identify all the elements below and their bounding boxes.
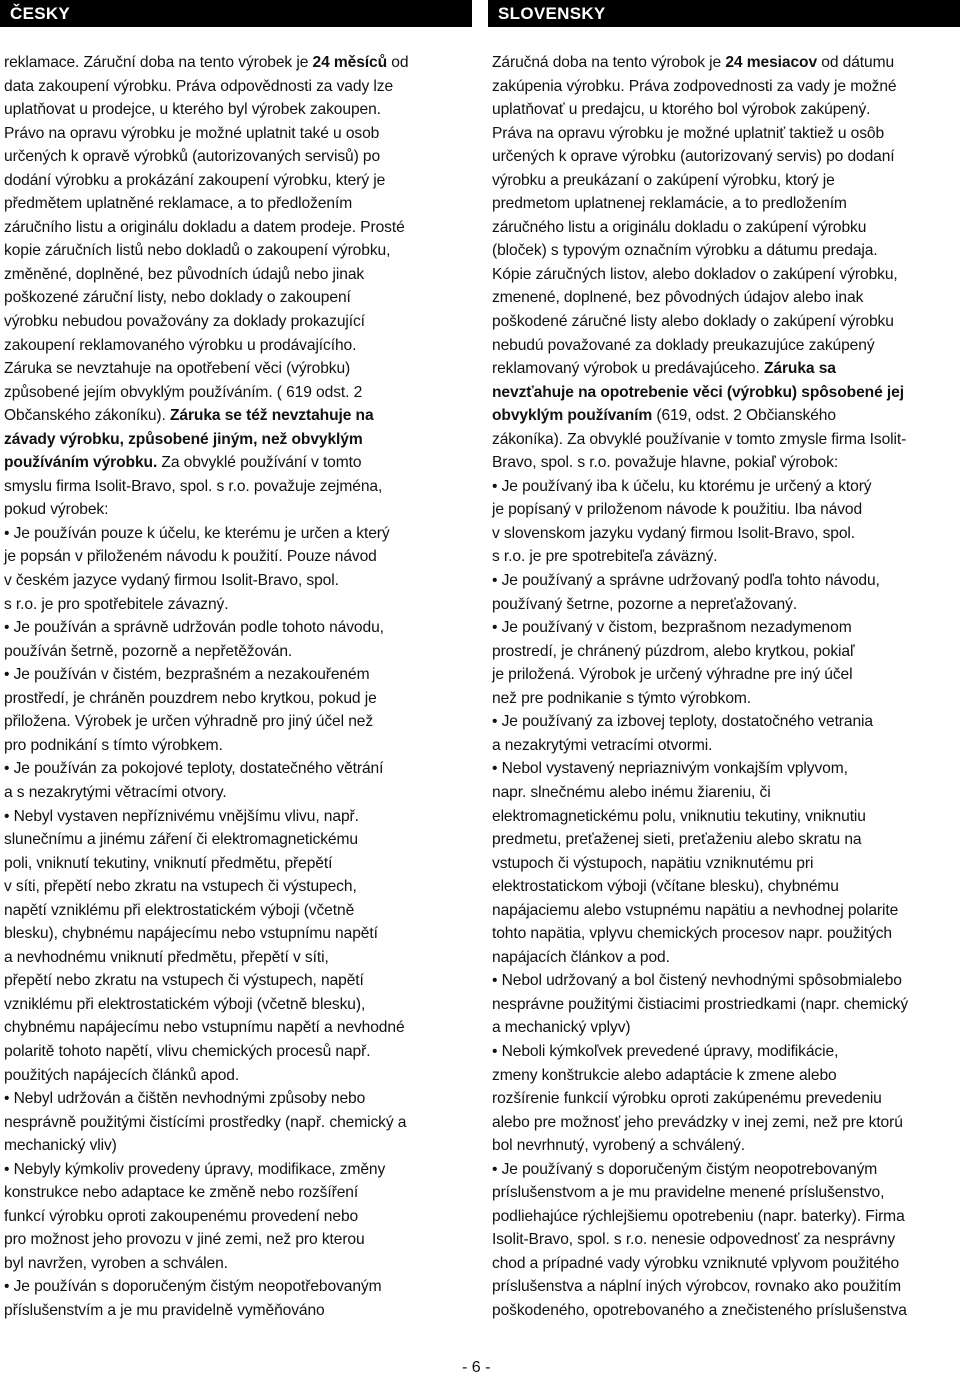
text-line: [492, 1087, 956, 1111]
text-segment: • Nebyly kýmkoliv provedeny úpravy, modifikace, změny: [4, 1160, 386, 1178]
text-segment: bol nevrhnutý, vyrobený a schválený.: [492, 1137, 745, 1155]
text-segment: • Je používaný v čistom, bezprašnom nezadymenom: [492, 619, 852, 637]
text-line: [492, 569, 956, 593]
text-segment: použitých napájecích článků apod.: [4, 1066, 240, 1084]
text-line: [492, 663, 956, 687]
text-line: [4, 310, 468, 334]
bold-text-segment: Záruka se též nevztahuje na: [169, 407, 374, 425]
text-line: [4, 169, 468, 193]
text-segment: pro podnikání s tímto výrobkem.: [4, 736, 223, 754]
text-segment: nebudú považované za doklady preukazujúce zakúpený: [492, 336, 875, 354]
text-line: [4, 993, 468, 1017]
text-line: [4, 216, 468, 240]
text-segment: príslušenstva a náplní iných výrobcov, rovnako ako použitím: [492, 1278, 901, 1296]
text-line: [492, 239, 956, 263]
text-line: [4, 640, 468, 664]
text-line: [4, 1299, 468, 1323]
text-line: [492, 1040, 956, 1064]
text-line: [492, 145, 956, 169]
text-line: [4, 616, 468, 640]
text-segment: dodání výrobku a prokázání zakoupení výrobku, který je: [4, 171, 386, 189]
text-line: [4, 828, 468, 852]
text-segment: chybnému napájecímu nebo vstupnímu napětí a nevhodné: [4, 1019, 405, 1037]
text-line: [492, 404, 956, 428]
text-line: [492, 1111, 956, 1135]
text-segment: predmetom uplatnenej reklamácie, a to predložením: [492, 195, 847, 213]
text-segment: výrobku a preukázaní o zakúpení výrobku, ktorý je: [492, 171, 835, 189]
text-segment: slunečnímu a jinému záření či elektromagnetickému: [4, 831, 358, 849]
text-segment: • Je používaný za izbovej teploty, dostatočného vetrania: [492, 713, 873, 731]
text-line: [492, 498, 956, 522]
text-line: [492, 216, 956, 240]
text-segment: Práva na opravu výrobku je možné uplatniť taktiež u osôb: [492, 124, 885, 142]
text-line: [492, 381, 956, 405]
text-segment: blesku), chybnému napájecímu nebo vstupnímu napětí: [4, 925, 378, 943]
text-segment: poškozené záruční listy, nebo doklady o zakoupení: [4, 289, 351, 307]
text-line: [4, 1275, 468, 1299]
text-line: [4, 710, 468, 734]
text-segment: (619, odst. 2 Občianského: [652, 407, 836, 425]
text-segment: • Nebol vystavený nepriaznivým vonkajším vplyvom,: [492, 760, 848, 778]
text-line: [4, 875, 468, 899]
text-line: [492, 593, 956, 617]
text-segment: pokud výrobek:: [4, 501, 109, 519]
bold-text-segment: Záruka sa: [763, 360, 836, 378]
text-segment: kopie záručních listů nebo dokladů o zakoupení výrobku,: [4, 242, 391, 260]
text-line: [4, 757, 468, 781]
bold-text-segment: používáním výrobku.: [4, 454, 158, 472]
text-line: [4, 1158, 468, 1182]
text-line: [4, 286, 468, 310]
text-line: [492, 1228, 956, 1252]
text-segment: • Je používán a správně udržován podle tohoto návodu,: [4, 619, 384, 637]
text-segment: napájaciemu alebo vstupnému napätiu a nevhodnej polarite: [492, 901, 899, 919]
text-segment: v českém jazyce vydaný firmou Isolit-Bravo, spol.: [4, 572, 339, 590]
text-segment: funkcí výrobku oproti zakoupenému provedení nebo: [4, 1207, 359, 1225]
text-line: [492, 310, 956, 334]
text-line: [492, 98, 956, 122]
text-segment: • Je používán za pokojové teploty, dostatečného větrání: [4, 760, 384, 778]
text-line: [4, 1134, 468, 1158]
text-line: [4, 522, 468, 546]
text-segment: • Nebol udržovaný a bol čistený nevhodnými spôsobmialebo: [492, 972, 902, 990]
text-segment: záručního listu a originálu dokladu a datem prodeje. Prosté: [4, 218, 405, 236]
text-segment: je priložená. Výrobok je určený výhradne pre iný účel: [492, 666, 853, 684]
text-segment: • Je používaný iba k účelu, ku ktorému je určený a ktorý: [492, 477, 872, 495]
text-line: [4, 969, 468, 993]
text-segment: • Neboli kýmkoľvek prevedené úpravy, modifikácie,: [492, 1042, 839, 1060]
text-segment: používán šetrně, pozorně a nepřetěžován.: [4, 642, 293, 660]
text-segment: nesprávně použitými čistícími prostředky (např. chemický a: [4, 1113, 407, 1131]
text-line: [492, 192, 956, 216]
text-segment: příslušenstvím a je mu pravidelně vyměňováno: [4, 1301, 325, 1319]
text-segment: způsobené jejím obvyklým používáním. ( 619 odst. 2: [4, 383, 363, 401]
text-segment: s r.o. je pre spotrebiteľa záväzný.: [492, 548, 718, 566]
text-line: [492, 122, 956, 146]
bold-text-segment: obvyklým používaním: [492, 407, 653, 425]
text-line: [4, 145, 468, 169]
text-line: [4, 1111, 468, 1135]
text-line: [4, 569, 468, 593]
text-segment: podliehajúce rýchlejšiemu opotrebeniu (napr. baterky). Firma: [492, 1207, 905, 1225]
text-line: [4, 475, 468, 499]
text-line: [492, 875, 956, 899]
text-segment: vstupoch či výstupoch, napätiu vzniknutému pri: [492, 854, 814, 872]
text-line: [492, 899, 956, 923]
text-segment: a nezakrytými vetracími otvormi.: [492, 736, 713, 754]
text-segment: poškodeného, opotrebovaného a znečisteného príslušenstva: [492, 1301, 907, 1319]
text-line: [4, 899, 468, 923]
text-line: [492, 922, 956, 946]
text-segment: elektrostatickom výboji (včítane blesku), chybnému: [492, 878, 839, 896]
text-segment: chod a prípadné vady výrobku vzniknuté vplyvom použitého: [492, 1254, 900, 1272]
text-line: [4, 687, 468, 711]
text-line: [4, 451, 468, 475]
text-line: [492, 687, 956, 711]
text-segment: je popsán v přiloženém návodu k použití. Pouze návod: [4, 548, 377, 566]
text-line: [492, 1181, 956, 1205]
text-segment: přiložena. Výrobek je určen výhradně pro jiný účel než: [4, 713, 374, 731]
text-segment: Občanského zákoníku).: [4, 407, 170, 425]
text-segment: pro možnost jeho provozu v jiné zemi, než pro kterou: [4, 1231, 365, 1249]
czech-section-header: ČESKY: [0, 0, 472, 27]
text-segment: určených k oprave výrobku (autorizovaný servis) po dodaní: [492, 148, 895, 166]
text-line: [4, 51, 468, 75]
text-line: [492, 640, 956, 664]
text-line: [492, 852, 956, 876]
text-segment: alebo pre možnosť jeho prevádzky v inej zemi, než pre ktorú: [492, 1113, 903, 1131]
text-line: [4, 1181, 468, 1205]
text-segment: smyslu firma Isolit-Bravo, spol. s r.o. považuje zejména,: [4, 477, 383, 495]
text-line: [4, 1016, 468, 1040]
text-segment: zmenené, doplnené, bez pôvodných údajov alebo inak: [492, 289, 864, 307]
text-segment: Za obvyklé používání v tomto: [157, 454, 362, 472]
text-segment: přepětí nebo zkratu na vstupech či výstupech, napětí: [4, 972, 364, 990]
text-segment: napájacích článkov a pod.: [492, 948, 670, 966]
text-segment: uplatňovat u prodejce, u kterého byl výrobek zakoupen.: [4, 101, 381, 119]
text-segment: (bloček) s typovým označním výrobku a dátumu predaja.: [492, 242, 878, 260]
text-line: [4, 122, 468, 146]
slovak-column: [488, 0, 960, 1323]
text-segment: zmeny konštrukcie alebo adaptácie k zmene alebo: [492, 1066, 837, 1084]
text-segment: s r.o. je pro spotřebitele závazný.: [4, 595, 229, 613]
text-segment: polaritě tohoto napětí, vlivu chemických procesů např.: [4, 1042, 371, 1060]
text-line: [4, 404, 468, 428]
text-segment: tohto napätia, vplyvu chemických procesov napr. použitých: [492, 925, 892, 943]
text-segment: a s nezakrytými větracími otvory.: [4, 783, 227, 801]
text-segment: mechanický vliv): [4, 1137, 117, 1155]
text-segment: určených k opravě výrobků (autorizovaných servisů) po: [4, 148, 381, 166]
text-segment: výrobku nebudou považovány za doklady prokazující: [4, 313, 365, 331]
text-line: [492, 993, 956, 1017]
text-line: [492, 286, 956, 310]
text-segment: predmetu, preťaženej sieti, preťaženiu alebo skratu na: [492, 831, 862, 849]
text-line: [492, 1252, 956, 1276]
text-segment: • Je používán v čistém, bezprašném a nezakouřeném: [4, 666, 370, 684]
text-line: [4, 1040, 468, 1064]
text-line: [4, 357, 468, 381]
text-line: [4, 663, 468, 687]
text-segment: záručného listu a originálu dokladu o zakúpení výrobku: [492, 218, 867, 236]
text-segment: prostředí, je chráněn pouzdrem nebo krytkou, pokud je: [4, 689, 377, 707]
text-line: [4, 192, 468, 216]
text-line: [4, 263, 468, 287]
text-line: [492, 1205, 956, 1229]
text-segment: nesprávne použitými čistiacimi prostriedkami (napr. chemický: [492, 995, 909, 1013]
text-segment: poli, vniknutí tekutiny, vniknutí předmětu, přepětí: [4, 854, 333, 872]
text-segment: zákoníka). Za obvyklé používanie v tomto zmysle firma Isolit-: [492, 430, 907, 448]
text-line: [4, 1064, 468, 1088]
text-segment: od dátumu: [817, 54, 895, 71]
text-segment: Bravo, spol. s r.o. považuje hlavne, pokiaľ výrobok:: [492, 454, 839, 472]
czech-warranty-text: [0, 51, 472, 1323]
text-line: [4, 781, 468, 805]
czech-column: [0, 0, 472, 1323]
slovak-section-header: SLOVENSKY: [488, 0, 960, 27]
text-line: [4, 1087, 468, 1111]
text-segment: než pre podnikanie s týmto výrobkom.: [492, 689, 752, 707]
text-line: [492, 828, 956, 852]
text-segment: Isolit-Bravo, spol. s r.o. nenesie odpovednosť za nesprávny: [492, 1231, 896, 1249]
text-line: [492, 1275, 956, 1299]
text-line: [492, 75, 956, 99]
text-line: [492, 334, 956, 358]
bold-text-segment: nevzťahuje na opotrebenie věci (výrobku) spôsobené jej: [492, 383, 904, 401]
text-segment: • Nebyl vystaven nepříznivému vnějšímu vlivu, např.: [4, 807, 359, 825]
text-line: [4, 922, 468, 946]
text-segment: zakúpenia výrobku. Práva zodpovednosti za vady je možné: [492, 77, 897, 95]
text-line: [492, 1064, 956, 1088]
text-line: [492, 428, 956, 452]
text-segment: Právo na opravu výrobku je možné uplatnit také u osob: [4, 124, 380, 142]
text-line: [4, 1228, 468, 1252]
text-line: [492, 263, 956, 287]
text-line: [4, 75, 468, 99]
text-line: [492, 757, 956, 781]
text-segment: prostredí, je chránený púzdrom, alebo krytkou, pokiaľ: [492, 642, 855, 660]
text-segment: zakoupení reklamovaného výrobku u prodávajícího.: [4, 336, 357, 354]
text-line: [492, 1158, 956, 1182]
text-segment: v síti, přepětí nebo zkratu na vstupech či výstupech,: [4, 878, 357, 896]
text-line: [4, 852, 468, 876]
text-segment: byl navržen, vyroben a schválen.: [4, 1254, 228, 1272]
text-line: [4, 334, 468, 358]
text-segment: • Je používán s doporučeným čistým neopotřebovaným: [4, 1278, 382, 1296]
text-line: [492, 805, 956, 829]
text-line: [4, 1205, 468, 1229]
text-segment: • Je používaný s doporučeným čistým neopotrebovaným: [492, 1160, 878, 1178]
text-segment: používaný šetrne, pozorne a nepreťažovaný.: [492, 595, 798, 613]
text-line: [492, 616, 956, 640]
bold-text-segment: 24 měsíců: [312, 54, 388, 71]
text-line: [492, 1134, 956, 1158]
text-segment: • Je používaný a správne udržovaný podľa tohto návodu,: [492, 572, 880, 590]
text-line: [492, 1016, 956, 1040]
text-segment: • Je používán pouze k účelu, ke kterému je určen a který: [4, 524, 390, 542]
bold-text-segment: závady výrobku, způsobené jiným, než obvyklým: [4, 430, 363, 448]
text-segment: od: [387, 54, 409, 71]
text-line: [4, 381, 468, 405]
text-line: [492, 545, 956, 569]
text-segment: Kópie záručných listov, alebo dokladov o zakúpení výrobku,: [492, 265, 898, 283]
text-segment: a nevhodnému vniknutí předmětu, přepětí v síti,: [4, 948, 329, 966]
text-line: [492, 710, 956, 734]
text-line: [4, 498, 468, 522]
text-segment: napr. slnečnému alebo inému žiareniu, či: [492, 783, 771, 801]
text-line: [492, 51, 956, 75]
text-line: [492, 522, 956, 546]
text-segment: v slovenskom jazyku vydaný firmou Isolit-Bravo, spol.: [492, 524, 856, 542]
text-segment: reklamovaný výrobok u predávajúceho.: [492, 360, 764, 378]
text-line: [492, 969, 956, 993]
text-segment: reklamace. Záruční doba na tento výrobek je: [4, 54, 313, 71]
text-line: [4, 545, 468, 569]
text-line: [492, 357, 956, 381]
text-line: [4, 734, 468, 758]
text-segment: Záručná doba na tento výrobok je: [492, 54, 726, 71]
text-segment: Záruka se nevztahuje na opotřebení věci (výrobku): [4, 360, 351, 378]
text-line: [4, 428, 468, 452]
text-line: [492, 169, 956, 193]
text-segment: změněné, doplněné, bez původních údajů nebo jinak: [4, 265, 365, 283]
bold-text-segment: 24 mesiacov: [725, 54, 818, 71]
text-segment: data zakoupení výrobku. Práva odpovědnosti za vady lze: [4, 77, 394, 95]
text-segment: uplatňovať u predajcu, u ktorého bol výrobok zakúpený.: [492, 101, 871, 119]
text-line: [492, 734, 956, 758]
text-segment: napětí vzniklému při elektrostatickém výboji (včetně: [4, 901, 355, 919]
text-line: [4, 805, 468, 829]
text-line: [4, 593, 468, 617]
text-line: [4, 98, 468, 122]
text-segment: príslušenstvom a je mu pravidelne menené príslušenstvo,: [492, 1184, 885, 1202]
text-segment: poškodené záručné listy alebo doklady o zakúpení výrobku: [492, 313, 894, 331]
text-line: [4, 946, 468, 970]
page-number: - 6 -: [462, 1359, 491, 1376]
text-line: [492, 451, 956, 475]
text-line: [492, 946, 956, 970]
text-segment: rozšírenie funkcií výrobku oproti zakúpenému prevedeniu: [492, 1090, 882, 1108]
text-line: [492, 1299, 956, 1323]
text-line: [492, 781, 956, 805]
text-segment: konstrukce nebo adaptace ke změně nebo rozšíření: [4, 1184, 359, 1202]
text-line: [4, 239, 468, 263]
text-segment: • Nebyl udržován a čištěn nevhodnými způsoby nebo: [4, 1090, 366, 1108]
text-segment: elektromagnetickému polu, vniknutiu tekutiny, vniknutiu: [492, 807, 866, 825]
text-segment: je popísaný v priloženom návode k použitiu. Iba návod: [492, 501, 863, 519]
text-segment: předmětem uplatněné reklamace, a to předložením: [4, 195, 353, 213]
text-line: [4, 1252, 468, 1276]
text-line: [492, 475, 956, 499]
text-segment: vzniklému při elektrostatickém výboji (včetně blesku),: [4, 995, 366, 1013]
text-segment: a mechanický vplyv): [492, 1019, 631, 1037]
slovak-warranty-text: [488, 51, 960, 1323]
